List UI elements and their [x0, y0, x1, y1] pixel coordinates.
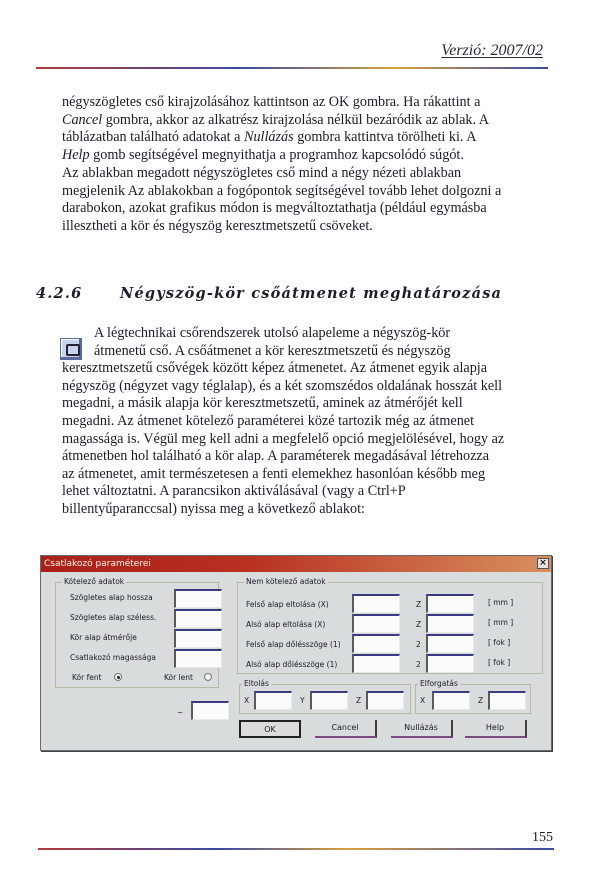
p3-line: keresztmetszetű csővégek között képez átmenetet. Az átmenet egyik alapja	[62, 360, 488, 377]
paragraph-2	[62, 165, 548, 235]
radio-label-circle-top: Kör fent	[72, 673, 102, 682]
rotation-group	[415, 679, 531, 714]
close-icon: ×	[539, 558, 547, 568]
p2-line: darabokon, azokat grafikus módon is megváltoztathatja (például egymásba	[62, 200, 487, 217]
nullazas-term: Nullázás	[243, 129, 294, 146]
p3-line: átmenetben hol található a kör alap. A paraméterek megadásával létrehozza	[62, 448, 489, 465]
rotation-x-input[interactable]	[432, 691, 470, 710]
header-version: Verzió: 2007/02	[441, 42, 543, 59]
offset-x-label: X	[244, 696, 250, 705]
offset-x-input[interactable]	[254, 691, 292, 710]
required-group-title: Kötelező adatok	[64, 577, 125, 586]
cancel-term: Cancel	[62, 111, 103, 128]
optional-group-title: Nem kötelező adatok	[246, 577, 326, 586]
p2-line: Az ablakban megadott négyszögletes cső mind a négy nézeti ablakban	[62, 165, 462, 181]
section-heading	[36, 285, 556, 302]
cancel-button[interactable]: Cancel	[315, 720, 377, 738]
p2-line: megjelenik Az ablakokban a fogópontok segítségével tovább lehet dolgozni a	[62, 182, 502, 199]
help-term: Help	[62, 146, 90, 163]
z-label: Z	[416, 600, 422, 609]
p3-line: lehet változtatni. A parancsikon aktiválásával (vagy a Ctrl+P	[62, 483, 406, 500]
optional-data-group	[237, 577, 543, 674]
offset-group-title: Eltolás	[244, 679, 269, 688]
field-label: Kör alap átmérője	[70, 633, 137, 642]
offset-group	[239, 679, 411, 714]
z-label: 2	[416, 640, 421, 649]
circle-base-diameter-input[interactable]	[174, 629, 222, 648]
close-button[interactable]	[537, 558, 549, 569]
p3-line: átmenetű cső. A csőátmenet a kör keresztmetszetű és négyszög	[94, 342, 451, 359]
connector-height-input[interactable]	[174, 649, 222, 668]
radio-circle-bottom[interactable]	[204, 673, 212, 681]
field-label: Szögletes alap széless.	[70, 613, 157, 622]
rect-base-width-input[interactable]	[174, 609, 222, 628]
p2-line: illesztheti a kör és négyszög keresztmetszetű csöveket.	[62, 217, 373, 234]
p1-line: Cancel gombra, akkor az alkatrész kirajzolása nélkül bezáródik az ablak. A	[62, 111, 490, 128]
dialog-title: Csatlakozó paraméterei	[44, 559, 151, 569]
paragraph-3	[62, 325, 548, 519]
help-button[interactable]: Help	[465, 720, 527, 738]
z-label: 2	[416, 660, 421, 669]
lower-offset-z-input[interactable]	[426, 614, 474, 633]
footer-rule	[38, 848, 554, 850]
unit-label: [ fok ]	[488, 638, 511, 647]
upper-offset-x-input[interactable]	[352, 594, 400, 613]
p1-line: négyszögletes cső kirajzolásához kattintson az OK gombra. Ha rákattint a	[62, 94, 481, 110]
offset-y-input[interactable]	[310, 691, 348, 710]
p3-line: az átmenetet, amit természetesen a fenti elemekhez hasonlóan később meg	[62, 465, 486, 482]
page-number: 155	[532, 830, 553, 845]
rotation-z-input[interactable]	[488, 691, 526, 710]
connector-parameters-dialog	[40, 555, 552, 751]
ok-button[interactable]: OK	[239, 720, 301, 738]
rotation-x-label: X	[420, 696, 426, 705]
lower-tilt-input[interactable]	[352, 654, 400, 673]
z-label: Z	[416, 620, 422, 629]
paragraph-1	[62, 94, 548, 164]
row-label: Felső alap dőlésszöge (1)	[246, 640, 341, 649]
upper-offset-z-input[interactable]	[426, 594, 474, 613]
p1-line: Help gomb segítségével megnyithatja a programhoz kapcsolódó súgót.	[62, 146, 464, 163]
unit-label: [ fok ]	[488, 658, 511, 667]
lower-offset-x-input[interactable]	[352, 614, 400, 633]
row-label: Felső alap eltolása (X)	[246, 600, 329, 609]
rotation-group-title: Elforgatás	[420, 679, 458, 688]
p3-line: A légtechnikai csőrendszerek utolsó alapeleme a négyszög-kör	[94, 325, 451, 341]
rect-base-length-input[interactable]	[174, 589, 222, 608]
p3-line: négyszög (négyzet vagy téglalap), és a két szomszédos oldalának hosszát kell	[62, 377, 503, 394]
extra-field-label: ~	[177, 708, 184, 717]
radio-circle-top[interactable]	[114, 673, 122, 681]
row-label: Alsó alap dőlésszöge (1)	[246, 660, 338, 669]
reset-button[interactable]: Nullázás	[391, 720, 453, 738]
radio-label-circle-bottom: Kör lent	[164, 673, 193, 682]
rotation-z-label: Z	[478, 696, 484, 705]
p3-line: megadni, a másik alapja kör keresztmetszetű, aminek az átmérőjét kell	[62, 395, 463, 412]
p3-line: megadni. Az átmenet kötelező paraméterei közé tartozik még az átmenet	[62, 412, 475, 429]
unit-label: [ mm ]	[488, 598, 514, 607]
p1-line: táblázatban található adatokat a Nullázás gombra kattintva törölheti ki. A	[62, 129, 477, 146]
p3-line: magassága is. Végül meg kell adni a megfelelő opció megjelölésével, hogy az	[62, 430, 505, 447]
field-label: Csatlakozó magassága	[70, 653, 156, 662]
lower-tilt-z-input[interactable]	[426, 654, 474, 673]
required-data-group	[55, 577, 219, 688]
field-label: Szögletes alap hossza	[70, 593, 153, 602]
dialog-titlebar[interactable]	[41, 556, 551, 572]
extra-input[interactable]	[191, 701, 229, 720]
row-label: Alsó alap eltolása (X)	[246, 620, 326, 629]
section-title: Négyszög-kör csőátmenet meghatározása	[120, 285, 503, 302]
offset-z-label: Z	[356, 696, 362, 705]
header-rule	[36, 67, 548, 69]
unit-label: [ mm ]	[488, 618, 514, 627]
section-number: 4.2.6	[36, 285, 83, 302]
p3-line: billentyűparanccsal) nyissa meg a következő ablakot:	[62, 500, 365, 517]
upper-tilt-input[interactable]	[352, 634, 400, 653]
upper-tilt-z-input[interactable]	[426, 634, 474, 653]
offset-y-label: Y	[300, 696, 305, 705]
offset-z-input[interactable]	[366, 691, 404, 710]
